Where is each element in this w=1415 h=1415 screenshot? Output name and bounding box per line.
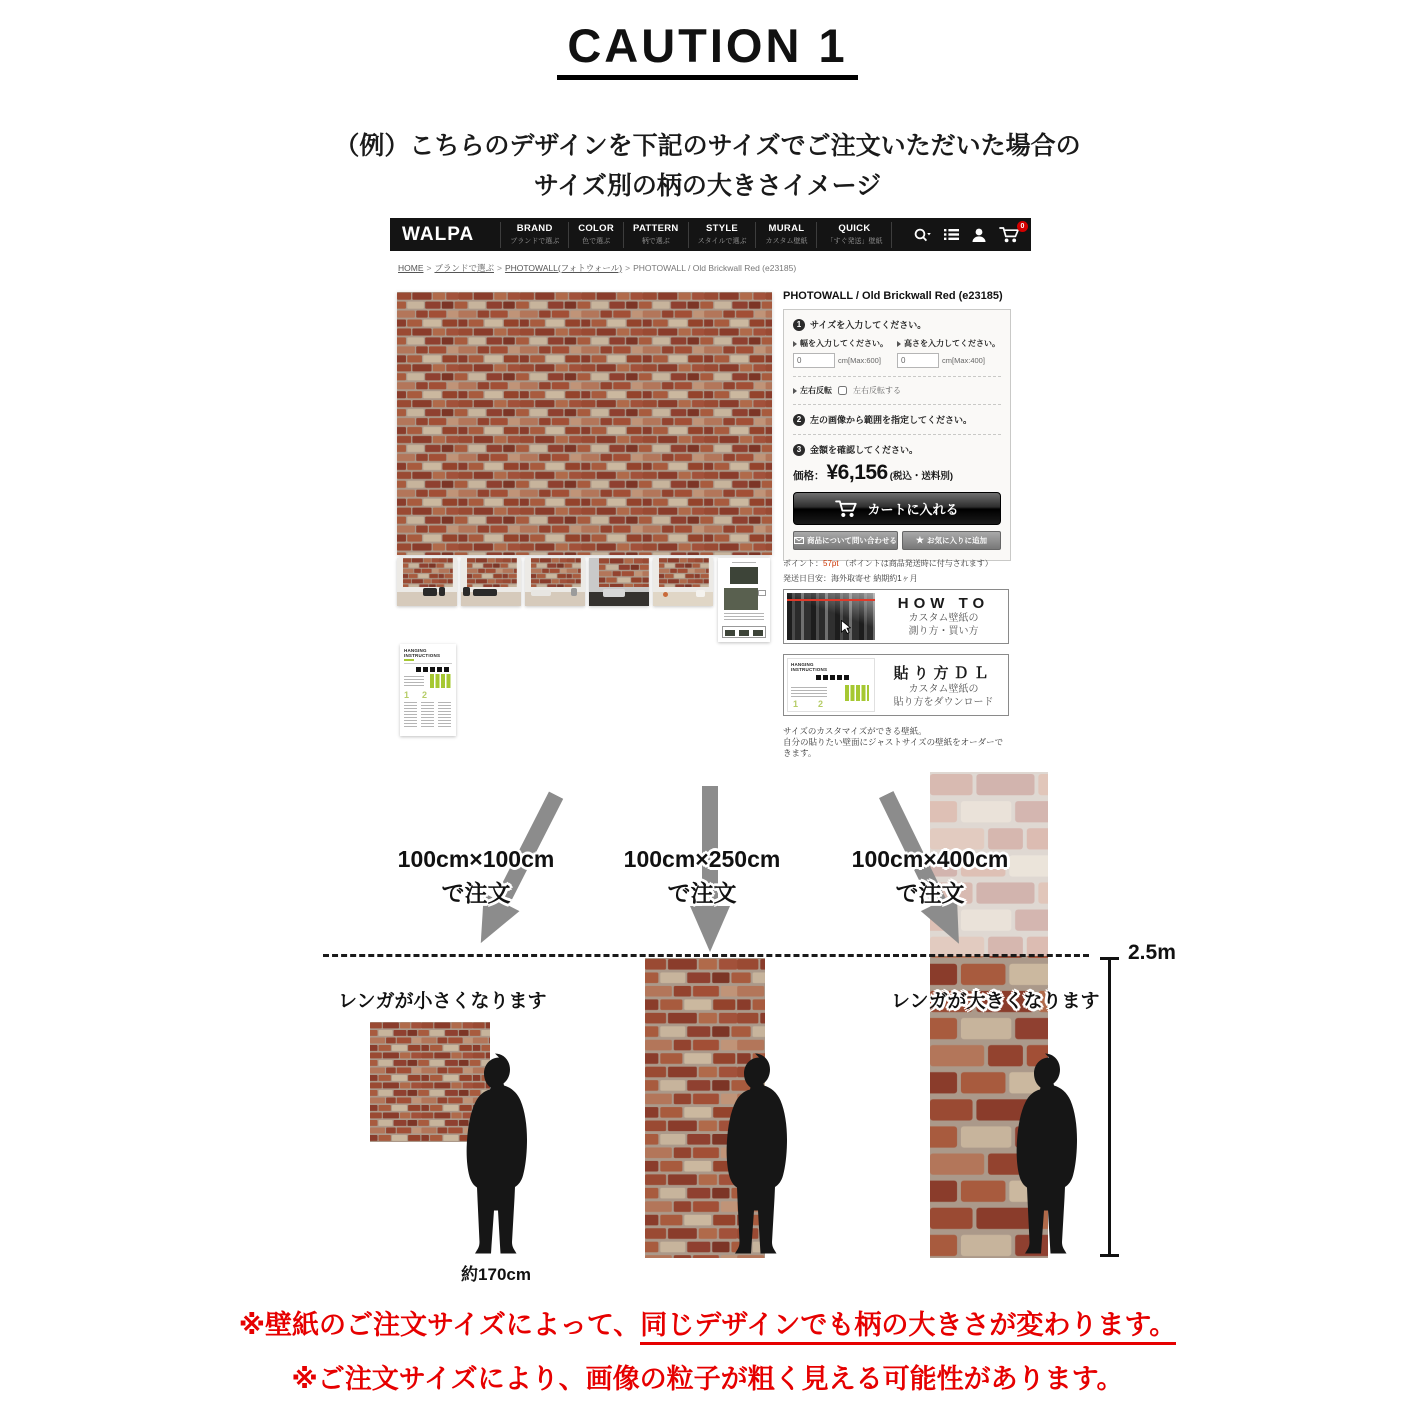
- text-lines-placeholder: [404, 676, 424, 686]
- howto-thumbnail-image: [787, 593, 875, 640]
- brick-wall-photo: [397, 292, 772, 555]
- points-value: 57pt: [823, 559, 839, 568]
- wall-height-label: 2.5m: [1128, 941, 1176, 964]
- width-unit: cm[Max:600]: [838, 356, 881, 365]
- nav-item-pattern[interactable]: PATTERN 柄で選ぶ: [623, 222, 688, 248]
- divider: [793, 434, 1001, 435]
- warning-line-1: ※壁紙のご注文サイズによって、同じデザインでも柄の大きさが変わります。: [0, 1303, 1415, 1342]
- furniture-silhouette: [473, 589, 497, 596]
- bed-silhouette: [531, 590, 551, 596]
- product-title: PHOTOWALL / Old Brickwall Red (e23185): [783, 290, 1003, 302]
- text-lines-placeholder: [724, 613, 764, 621]
- flip-checkbox[interactable]: [838, 386, 847, 395]
- furniture-silhouette: [463, 587, 470, 596]
- bricks-smaller-note: レンガが小さくなります: [338, 991, 547, 1012]
- nav-item-color[interactable]: COLOR 色で選ぶ: [568, 222, 623, 248]
- person-silhouette-2: [709, 1052, 799, 1258]
- width-col: 幅を入力してください。 0 cm[Max:600]: [793, 338, 897, 368]
- delivery-line: 発送日目安：海外取寄せ 納期約1ヶ月: [783, 574, 918, 583]
- person-silhouette-3: [999, 1052, 1089, 1258]
- measure-cap: [1100, 1254, 1119, 1257]
- breadcrumb-brand[interactable]: ブランドで選ぶ: [434, 263, 494, 273]
- secondary-buttons: [793, 531, 1001, 550]
- product-description: サイズのカスタマイズができる壁紙。 自分の貼りたい壁面にジャストサイズの壁紙をオーダーできます。: [783, 726, 1004, 758]
- step-thumbnails: [416, 667, 452, 672]
- site-header: [390, 218, 1031, 251]
- room-thumbnail-4[interactable]: [589, 558, 649, 606]
- divider: [793, 376, 1001, 377]
- order-size-label-2: 100cm×250cm で注文: [623, 846, 781, 906]
- breadcrumb-current: PHOTOWALL / Old Brickwall Red (e23185): [633, 263, 797, 273]
- flip-row: 左右反転 左右反転する: [793, 385, 1001, 396]
- step-1: 1 サイズを入力してください。: [793, 318, 1001, 331]
- step-2-badge: 2: [793, 414, 805, 426]
- product-order-panel: [783, 290, 1011, 561]
- breadcrumb-home[interactable]: HOME: [398, 263, 424, 273]
- ceiling-dashed-line: [323, 954, 1089, 957]
- dog-silhouette: [696, 590, 705, 597]
- divider: [793, 404, 1001, 405]
- product-main-image[interactable]: [397, 292, 772, 555]
- envelope-icon: [794, 537, 804, 544]
- callout-box: [758, 590, 766, 596]
- step-3-badge: 3: [793, 444, 805, 456]
- chair-silhouette: [571, 588, 577, 596]
- hanging-instructions-thumbnail: HANGING INSTRUCTIONS 1 2: [787, 658, 875, 712]
- height-measure-line: [1108, 957, 1111, 1257]
- order-size-label-1: 100cm×100cm で注文: [397, 846, 555, 906]
- subtitle-line-1: （例）こちらのデザインを下記のサイズでご注文いただいた場合の: [334, 132, 1081, 160]
- rule: [404, 663, 452, 664]
- warning-underlined-text: 同じデザインでも柄の大きさが変わります。: [640, 1310, 1176, 1345]
- furniture-silhouette: [423, 588, 437, 596]
- size-info-thumbnail[interactable]: [718, 558, 770, 642]
- text-lines-placeholder: [421, 702, 434, 728]
- price-note: (税込・送料別): [889, 471, 954, 482]
- step-thumbnails: [816, 675, 849, 680]
- page-subtitle: [0, 126, 1415, 206]
- nav-item-brand[interactable]: BRAND ブランドで選ぶ: [500, 222, 568, 248]
- text-lines-placeholder: [438, 702, 451, 728]
- subtitle-line-2: サイズ別の柄の大きさイメージ: [533, 172, 882, 200]
- dl-title: 貼り方ＤＬ: [893, 664, 994, 682]
- search-icon[interactable]: [914, 228, 931, 242]
- contact-button[interactable]: 商品について問い合わせる: [793, 531, 898, 550]
- ball-silhouette: [663, 592, 668, 597]
- red-measure-line: [787, 599, 875, 601]
- favorite-button[interactable]: ★ お気に入りに追加: [902, 531, 1001, 550]
- cart-count-badge: 0: [1017, 221, 1028, 232]
- hanging-dl-banner[interactable]: HANGING INSTRUCTIONS 1 2 貼り方ＤＬ カスタム壁紙の 貼り方をダウンロード: [783, 654, 1009, 716]
- step-2: 2 左の画像から範囲を指定してください。: [793, 413, 1001, 426]
- text-lines-placeholder: [404, 702, 417, 728]
- nav-item-quick[interactable]: QUICK 「すぐ発送」壁紙: [816, 222, 892, 248]
- bullet-triangle: [793, 341, 797, 347]
- person-silhouette-1: [449, 1052, 539, 1258]
- page-title: CAUTION 1: [0, 18, 1415, 80]
- height-col: 高さを入力してください。 0 cm[Max:400]: [897, 338, 1001, 368]
- room-thumbnail-5[interactable]: [653, 558, 713, 606]
- measure-cap: [1100, 957, 1119, 960]
- warning-line-2: ※ご注文サイズにより、画像の粒子が粗く見える可能性があります。: [291, 1364, 1124, 1394]
- text-line-placeholder: [732, 562, 756, 564]
- bottom-box: [722, 626, 766, 638]
- howto-title: HOW TO: [897, 595, 990, 612]
- add-to-cart-button[interactable]: カートに入れる: [793, 492, 1001, 525]
- height-input[interactable]: [897, 353, 939, 368]
- star-icon: ★: [915, 535, 924, 545]
- green-bars-graphic: [845, 685, 869, 701]
- breadcrumb: HOME > ブランドで選ぶ > PHOTOWALL(フォトウォール) > PHOTOWALL / Old Brickwall Red (e23185): [398, 263, 797, 273]
- height-unit: cm[Max:400]: [942, 356, 985, 365]
- hanging-instructions-sheet[interactable]: HANGING INSTRUCTIONS 1 2: [400, 644, 456, 736]
- furniture-silhouette: [439, 587, 445, 596]
- breadcrumb-photowall[interactable]: PHOTOWALL(フォトウォール): [504, 263, 623, 273]
- walpa-logo[interactable]: WALPA: [402, 223, 475, 245]
- room-thumbnail-1[interactable]: [397, 558, 457, 606]
- person-height-label: 約170cm: [461, 1265, 531, 1284]
- step-3: 3 金額を確認してください。: [793, 443, 1001, 456]
- howto-banner[interactable]: HOW TO カスタム壁紙の 測り方・買い方: [783, 589, 1009, 644]
- header-icons: [914, 223, 1025, 243]
- main-nav: [500, 222, 892, 248]
- size-inputs-row: [793, 338, 1001, 368]
- user-icon[interactable]: [972, 228, 986, 242]
- step-1-badge: 1: [793, 319, 805, 331]
- green-bars-graphic: [430, 674, 452, 688]
- photo-placeholder: [730, 567, 758, 584]
- room-thumbnail-3[interactable]: [525, 558, 585, 606]
- bullet-triangle: [897, 341, 901, 347]
- nav-item-mural[interactable]: MURAL カスタム壁紙: [755, 222, 816, 248]
- points-line: ポイント：57pt （ポイントは商品発送時に付与されます）: [783, 559, 993, 568]
- text-lines-placeholder: [791, 687, 827, 697]
- price-value: ¥6,156: [826, 461, 888, 484]
- price-row: [793, 461, 1001, 485]
- bricks-larger-note: レンガが大きくなります: [891, 991, 1100, 1012]
- bed-silhouette: [603, 589, 625, 597]
- walpa-site-screenshot: [390, 216, 1031, 770]
- cart-button[interactable]: [999, 223, 1025, 243]
- width-input[interactable]: [793, 353, 835, 368]
- order-size-label-3: 100cm×400cm で注文: [851, 846, 1009, 906]
- bullet-triangle: [793, 388, 797, 394]
- nav-item-style[interactable]: STYLE スタイルで選ぶ: [688, 222, 756, 248]
- photo-placeholder: [724, 588, 758, 610]
- green-accent: [404, 659, 414, 661]
- order-form: [783, 309, 1011, 561]
- price-label: 価格：: [793, 470, 825, 482]
- mouse-cursor-icon: [841, 620, 851, 634]
- flip-option-label: 左右反転する: [853, 386, 901, 395]
- cart-icon: [835, 499, 859, 518]
- room-thumbnail-2[interactable]: [461, 558, 521, 606]
- list-icon[interactable]: [944, 228, 959, 241]
